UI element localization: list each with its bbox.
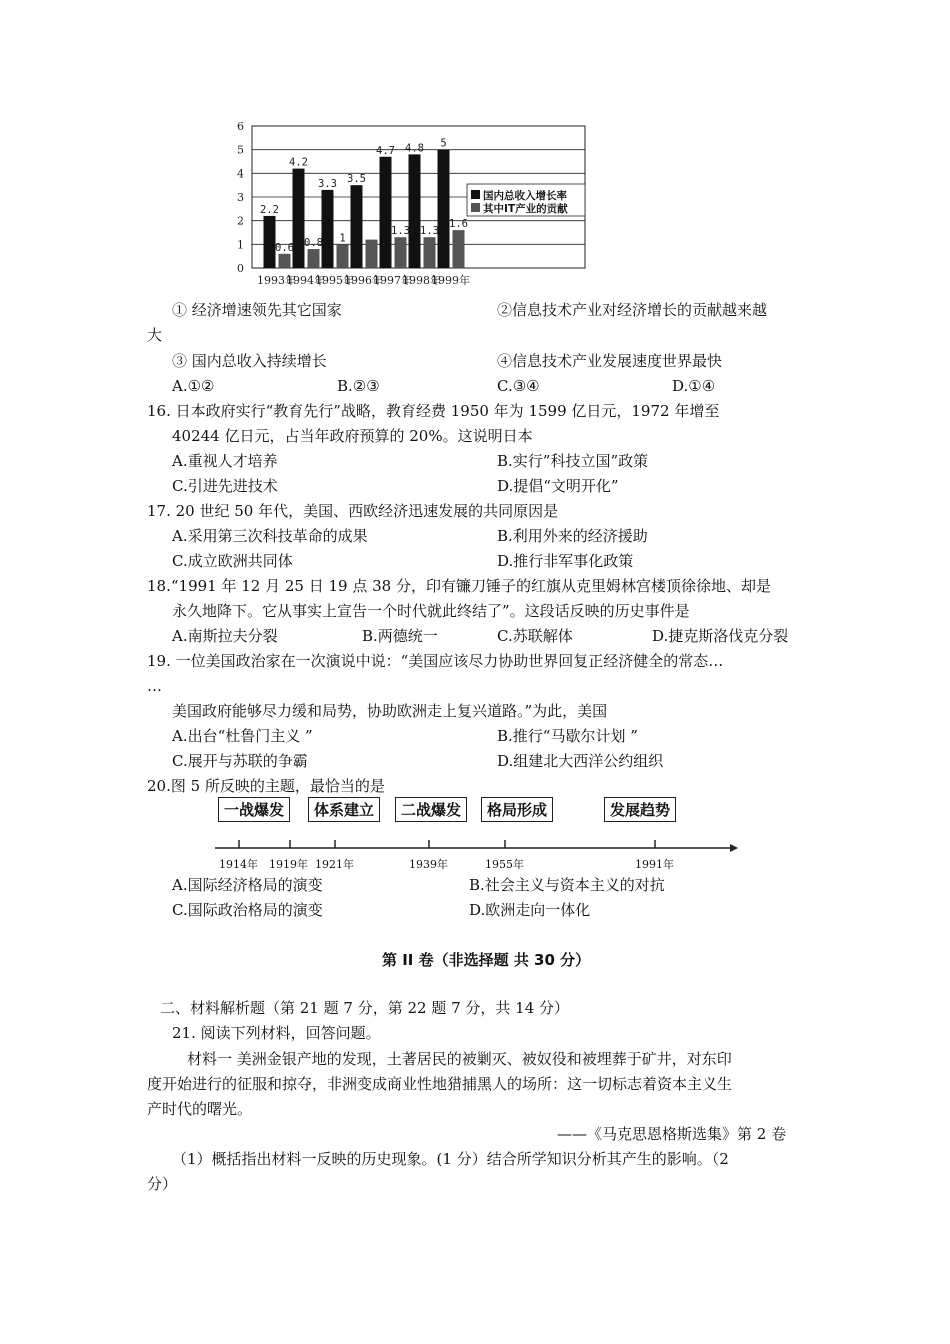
bar [322, 190, 334, 268]
bar [308, 249, 320, 268]
y-tick-label: 4 [237, 167, 244, 181]
material-1-line-1: 材料一 美洲金银产地的发现，土著居民的被剿灭、被奴役和被埋葬于矿井，对东印 [187, 1050, 732, 1068]
timeline-figure [205, 790, 745, 870]
material-1-line-3: 产时代的曙光。 [147, 1100, 253, 1118]
q19-choice-a: A.出台“杜鲁门主义 ” [172, 727, 313, 745]
timeline-box-4: 格局形成 [481, 797, 553, 822]
bar-value-label: 3.3 [318, 177, 337, 190]
chart-legend [467, 184, 585, 216]
x-tick-label: 1997年 [373, 274, 412, 287]
q18-stem-2: 永久地降下。它从事实上宣告一个时代就此终结了”。这段话反映的历史事件是 [172, 602, 690, 620]
q19-choice-b: B.推行“马歇尔计划 ” [497, 727, 638, 745]
bar [264, 216, 276, 268]
q18-stem-1: 18.“1991 年 12 月 25 日 19 点 38 分，印有镰刀锤子的红旗从克里姆林宫楼顶徐徐地、却是 [147, 577, 771, 595]
q15-choice-d: D.①④ [672, 377, 716, 395]
q16-choice-a: A.重视人才培养 [172, 452, 278, 470]
timeline-year-1919: 1919年 [269, 858, 308, 871]
q19-choice-c: C.展开与苏联的争霸 [172, 752, 308, 770]
material-1-line-2: 度开始进行的征服和掠夺，非洲变成商业性地猎捕黑人的场所：这一切标志着资本主义生 [147, 1075, 733, 1093]
bar-value-label: 0.8 [304, 237, 323, 250]
bar [409, 154, 421, 268]
q15-option-2: ②信息技术产业对经济增长的贡献越来越 [497, 301, 768, 319]
bar [438, 150, 450, 268]
bar-value-label: 5 [440, 137, 447, 150]
q15-option-4: ④信息技术产业发展速度世界最快 [497, 352, 723, 370]
q15-option-2-wrap: 大 [147, 326, 163, 344]
q21-sub1-line-2: 分） [147, 1175, 178, 1193]
timeline-year-1921: 1921年 [315, 858, 354, 871]
bar-value-label: 3.5 [347, 173, 366, 186]
bar-value-label: 2.2 [260, 203, 279, 216]
bar [279, 254, 291, 268]
bar [380, 157, 392, 268]
legend-label: 国内总收入增长率 [483, 190, 567, 202]
q15-option-1: ① 经济增速领先其它国家 [172, 301, 342, 319]
q18-choice-a: A.南斯拉夫分裂 [172, 627, 278, 645]
bar-value-label: 1.3 [420, 225, 439, 238]
y-tick-label: 3 [237, 191, 244, 204]
q20-choice-b: B.社会主义与资本主义的对抗 [469, 876, 665, 894]
timeline-box-5: 发展趋势 [604, 797, 676, 822]
timeline-box-2: 体系建立 [308, 797, 380, 822]
bar-chart [230, 118, 600, 293]
q17-choice-b: B.利用外来的经济援助 [497, 527, 648, 545]
x-tick-label: 1993年 [257, 274, 296, 287]
timeline-year-1955: 1955年 [485, 858, 524, 871]
q15-choice-b: B.②③ [337, 377, 380, 395]
q19-stem-3: 美国政府能够尽力缓和局势，协助欧洲走上复兴道路。”为此，美国 [172, 702, 608, 720]
q16-choice-b: B.实行”科技立国”政策 [497, 452, 649, 470]
x-tick-label: 1999年 [431, 274, 470, 287]
q21-stem: 21. 阅读下列材料，回答问题。 [172, 1024, 381, 1042]
q20-choice-a: A.国际经济格局的演变 [172, 876, 323, 894]
y-tick-label: 2 [237, 214, 244, 228]
y-tick-label: 0 [237, 262, 244, 275]
q17-choice-a: A.采用第三次科技革命的成果 [172, 527, 368, 545]
x-tick-label: 1994年 [286, 274, 325, 287]
x-tick-label: 1998年 [402, 274, 441, 287]
q17-stem: 17. 20 世纪 50 年代，美国、西欧经济迅速发展的共同原因是 [147, 502, 559, 520]
bar [366, 240, 378, 268]
bar-value-label: 0.6 [275, 241, 294, 254]
timeline-year-1914: 1914年 [219, 858, 258, 871]
q18-choice-d: D.捷克斯洛伐克分裂 [652, 627, 789, 645]
q19-choice-d: D.组建北大西洋公约组织 [497, 752, 664, 770]
q16-stem-1: 16. 日本政府实行“教育先行”战略，教育经费 1950 年为 1599 亿日元，1972 年增至 [147, 402, 720, 420]
q20-choice-c: C.国际政治格局的演变 [172, 901, 323, 919]
bar-value-label: 1 [339, 232, 346, 245]
bar-value-label: 1.3 [391, 225, 410, 238]
q15-option-3: ③ 国内总收入持续增长 [172, 352, 327, 370]
bar-value-label: 4.2 [289, 156, 308, 169]
bar-value-label: 1.6 [449, 218, 468, 231]
bar [453, 230, 465, 268]
legend-swatch [471, 203, 480, 212]
bar-value-label: 4.8 [405, 142, 424, 155]
part2-title: 第 II 卷（非选择题 共 30 分） [382, 951, 591, 969]
q18-choice-b: B.两德统一 [362, 627, 438, 645]
q20-stem: 20.图 5 所反映的主题，最恰当的是 [147, 777, 385, 795]
y-tick-label: 1 [237, 238, 244, 252]
q18-choice-c: C.苏联解体 [497, 627, 573, 645]
legend-label: 其中IT产业的贡献 [483, 203, 568, 215]
timeline-year-1939: 1939年 [409, 858, 448, 871]
q19-stem-2: … [147, 677, 162, 695]
timeline-year-1991: 1991年 [635, 858, 674, 871]
q16-choice-c: C.引进先进技术 [172, 477, 278, 495]
q17-choice-d: D.推行非军事化政策 [497, 552, 634, 570]
q19-stem-1: 19. 一位美国政治家在一次演说中说：“美国应该尽力协助世界回复正经济健全的常态… [147, 652, 724, 670]
material-1-source: ——《马克思恩格斯选集》第 2 卷 [557, 1125, 787, 1143]
bar-value-label: 4.7 [376, 144, 395, 157]
timeline-box-1: 一战爆发 [218, 797, 290, 822]
bar [351, 185, 363, 268]
bar [293, 169, 305, 268]
y-tick-label: 5 [237, 143, 244, 157]
x-tick-label: 1995年 [315, 274, 354, 287]
q21-sub1-line-1: （1）概括指出材料一反映的历史现象。(1 分）结合所学知识分析其产生的影响。（2 [172, 1150, 729, 1168]
bar [424, 237, 436, 268]
bar [337, 244, 349, 268]
bar [395, 237, 407, 268]
legend-swatch [471, 190, 480, 199]
x-tick-label: 1996年 [344, 274, 383, 287]
q15-choice-c: C.③④ [497, 377, 540, 395]
y-tick-label: 6 [237, 120, 244, 133]
q16-choice-d: D.提倡“文明开化” [497, 477, 619, 495]
q16-stem-2: 40244 亿日元，占当年政府预算的 20%。这说明日本 [172, 427, 533, 445]
q17-choice-c: C.成立欧洲共同体 [172, 552, 293, 570]
section-heading: 二、材料解析题（第 21 题 7 分，第 22 题 7 分，共 14 分） [160, 999, 570, 1017]
timeline-box-3: 二战爆发 [395, 797, 467, 822]
q20-choice-d: D.欧洲走向一体化 [469, 901, 591, 919]
q15-choice-a: A.①② [172, 377, 215, 395]
